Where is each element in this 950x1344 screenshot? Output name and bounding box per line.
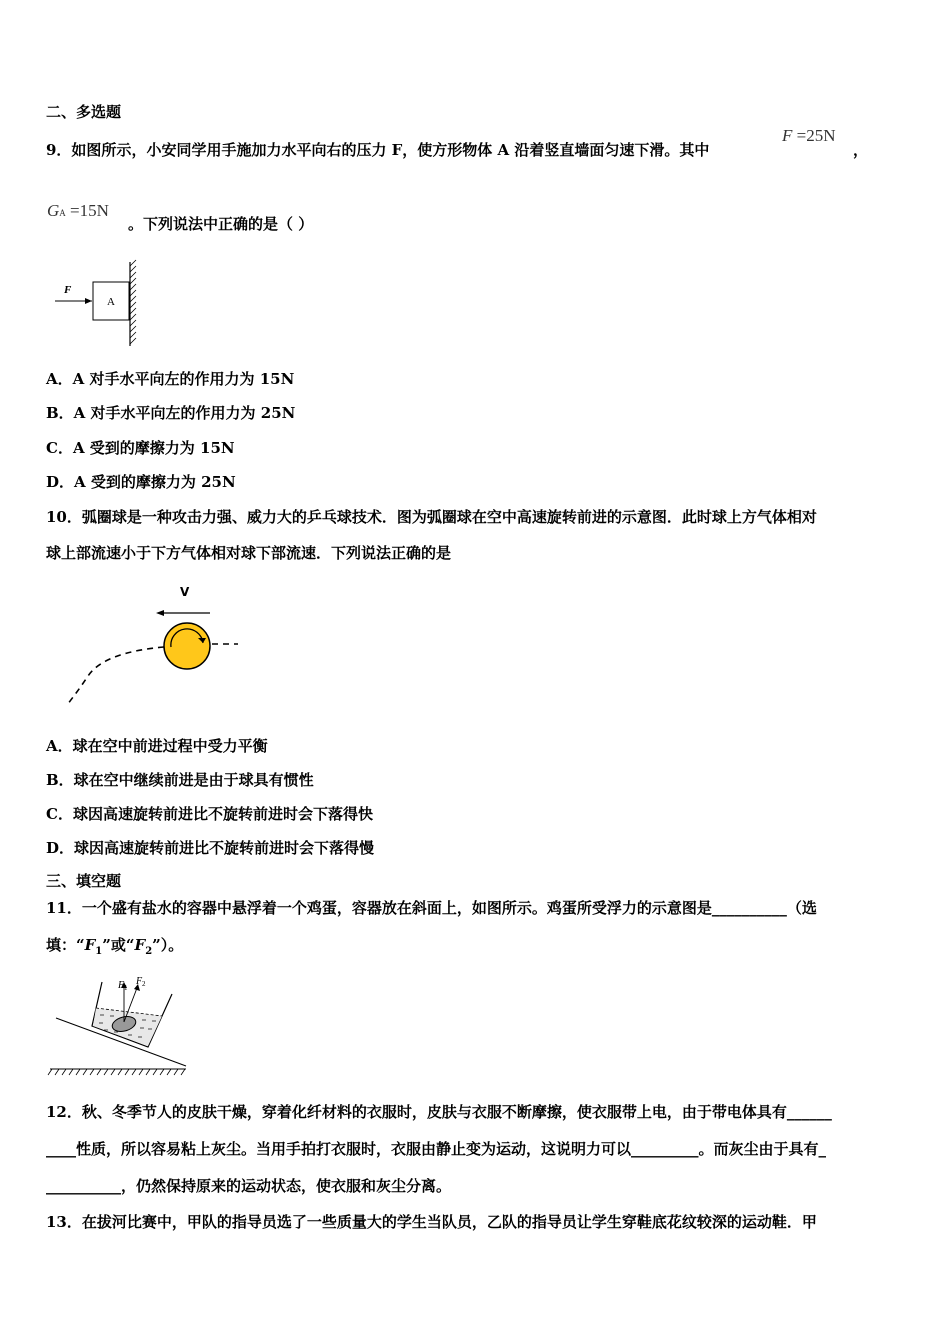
f1-label: F bbox=[118, 980, 125, 991]
formula-g-variable: G bbox=[47, 201, 60, 220]
formula-f-value: =25N bbox=[796, 126, 836, 145]
q11-f1-sub: 1 bbox=[95, 946, 103, 957]
force-label: F bbox=[64, 284, 72, 296]
q10-option-a: A．球在空中前进过程中受力平衡 bbox=[46, 737, 268, 755]
section-title-fill-blank: 三、填空题 bbox=[46, 872, 122, 890]
q11-text-b: ”）。 bbox=[152, 936, 184, 954]
q9-stem-text-a: 9．如图所示，小安同学用手施加力水平向右的压力 F，使方形物体 A 沿着竖直墙面匀速下滑。其中 bbox=[46, 141, 710, 159]
block-label: A bbox=[107, 296, 115, 308]
velocity-arrow-head bbox=[156, 610, 164, 616]
q11-f2-sub: 2 bbox=[145, 946, 153, 957]
wall-hatching bbox=[130, 260, 136, 344]
q10-option-c: C．球因高速旋转前进比不旋转前进时会下落得快 bbox=[46, 805, 373, 823]
q9-option-d: D．A 受到的摩擦力为 25N bbox=[46, 473, 236, 491]
q11-figure-container-on-slope bbox=[44, 968, 194, 1080]
ground-hatching bbox=[48, 1069, 185, 1075]
q9-option-c: C．A 受到的摩擦力为 15N bbox=[46, 439, 235, 457]
q9-formula-gravity bbox=[47, 201, 109, 221]
f2-label: F bbox=[136, 976, 143, 987]
q10-stem-line1: 10．弧圈球是一种攻击力强、威力大的乒乓球技术．图为弧圈球在空中高速旋转前进的示意图．此时球上方气体相对 bbox=[46, 508, 817, 526]
q11-stem-line2 bbox=[46, 935, 183, 962]
q9-option-b: B．A 对手水平向左的作用力为 25N bbox=[46, 404, 296, 422]
ball-trajectory bbox=[68, 647, 164, 704]
q12-line2: ____性质，所以容易粘上灰尘。当用手拍打衣服时，衣服由静止变为运动，这说明力可以_________。而灰尘由于具有_ bbox=[46, 1140, 827, 1158]
q10-option-b: B．球在空中继续前进是由于球具有惯性 bbox=[46, 771, 314, 789]
q9-stem-text-b: 。下列说法中正确的是（ ） bbox=[128, 215, 314, 233]
q9-formula-force bbox=[782, 126, 836, 146]
velocity-label: V bbox=[180, 585, 190, 599]
q9-option-a: A．A 对手水平向左的作用力为 15N bbox=[46, 370, 295, 388]
q11-f1: F bbox=[84, 936, 96, 954]
section-title-multiple-choice: 二、多选题 bbox=[46, 103, 122, 121]
q10-stem-line2: 球上部流速小于下方气体相对球下部流速．下列说法正确的是 bbox=[46, 544, 452, 562]
q9-figure-block-wall bbox=[50, 258, 160, 350]
formula-g-subscript: A bbox=[59, 208, 66, 218]
q11-text-a: 填：“ bbox=[46, 936, 85, 954]
formula-g-value: =15N bbox=[70, 201, 109, 220]
q9-stem-line1 bbox=[46, 140, 709, 160]
force-arrow-head bbox=[85, 298, 92, 304]
q9-comma: ， bbox=[853, 141, 869, 159]
q12-line1: 12．秋、冬季节人的皮肤干燥，穿着化纤材料的衣服时，皮肤与衣服不断摩擦，使衣服带上电，由于带电体具有______ bbox=[46, 1103, 832, 1121]
q12-line3: __________，仍然保持原来的运动状态，使衣服和灰尘分离。 bbox=[46, 1177, 452, 1195]
formula-f-variable: F bbox=[782, 126, 793, 145]
q11-f2: F bbox=[134, 936, 146, 954]
q13-line1: 13．在拔河比赛中，甲队的指导员选了一些质量大的学生当队员，乙队的指导员让学生穿鞋底花纹较深的运动鞋．甲 bbox=[46, 1213, 817, 1231]
q10-figure-spinning-ball bbox=[60, 580, 260, 710]
q11-text-mid: ”或“ bbox=[102, 936, 135, 954]
f2-label-sub: 2 bbox=[142, 980, 146, 988]
f1-label-sub: 1 bbox=[124, 984, 128, 992]
q11-stem-line1: 11．一个盛有盐水的容器中悬浮着一个鸡蛋，容器放在斜面上，如图所示。鸡蛋所受浮力的示意图是__________（选 bbox=[46, 899, 817, 917]
q10-option-d: D．球因高速旋转前进比不旋转前进时会下落得慢 bbox=[46, 839, 375, 857]
